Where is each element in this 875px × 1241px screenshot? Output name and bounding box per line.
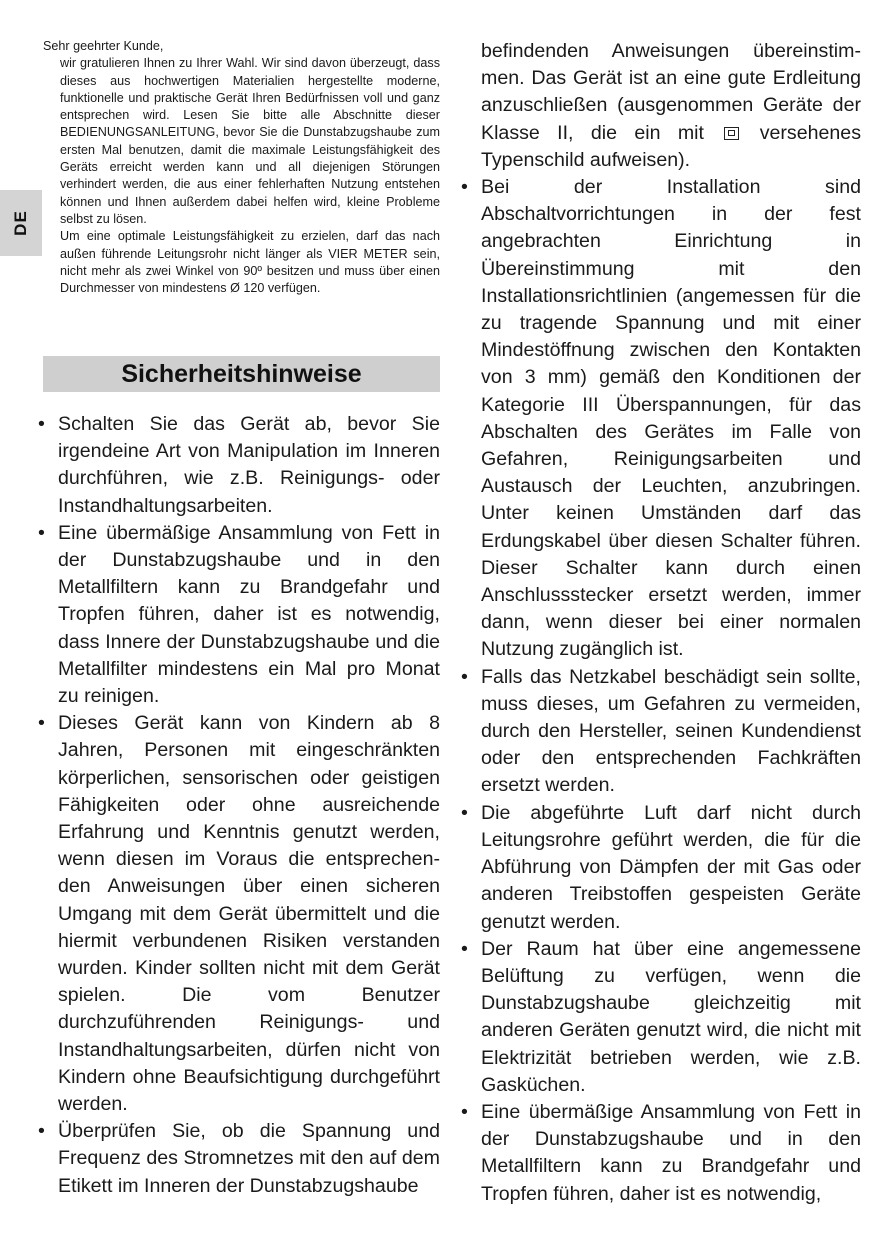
safety-item: • Schalten Sie das Gerät ab, bevor Sie irgendeine Art von Manipulation im Inneren durchführen, wie z.B. Reinigungs- oder Instandhaltungsarbeiten. [36, 411, 440, 520]
safety-item: • Eine übermäßige Ansammlung von Fett in der Dunstabzugshaube und in den Metallfiltern kann zu Brandgefahr und Tropfen führen, daher ist es notwendig, [459, 1099, 861, 1208]
language-tab [0, 190, 42, 256]
continued-item [481, 38, 861, 174]
safety-list-left [36, 411, 440, 1200]
continued-text-end: versehenes Typenschild aufweisen). [481, 121, 861, 171]
section-heading: Sicherheitshinweise [43, 356, 440, 392]
safety-item: • Eine übermäßige Ansammlung von Fett in der Dunstabzugshaube und in den Metallfiltern kann zu Brandgefahr und Tropfen führen, daher ist es notwendig, dass Innere der Dunstabzugshaube und die Metallfilter mindestens ein Mal pro Monat zu reinigen. [36, 520, 440, 710]
safety-item: • Überprüfen Sie, ob die Spannung und Frequenz des Stromnetzes mit den auf dem Etikett im Inneren der Dunstabzugshaube [36, 1118, 440, 1200]
left-column [36, 411, 440, 1200]
continued-text-start: befindenden Anweisungen übereinstim-men. Das Gerät ist an eine gute Erdleitung anzuschließen (ausgenommen Geräte der Klasse II, die ein mit [481, 40, 861, 144]
safety-item: • Der Raum hat über eine angemessene Belüftung zu verfügen, wenn die Dunstabzugshaube gleichzeitig mit anderen Geräten genutzt wird, die nicht mit Elektrizität betrieben werden, wie z.B. Gasküchen. [459, 936, 861, 1099]
class-ii-double-square-icon [724, 127, 739, 140]
safety-item: • Die abgeführte Luft darf nicht durch Leitungsrohre geführt werden, die für die Abführung von Dämpfen der mit Gas oder anderen Treibstoffen gespeisten Geräte genutzt werden. [459, 800, 861, 936]
intro-paragraph: wir gratulieren Ihnen zu Ihrer Wahl. Wir sind davon überzeugt, dass dieses aus hochwertigen Materialien hergestellte moderne, funktionelle und praktische Gerät Ihren Bedürfnissen voll und ganz entsprechen wird. Lesen Sie bitte alle Abschnitte dieser BEDIENUNGSANLEITUNG, bevor Sie die Dunstabzugshaube zum ersten Mal benutzen, damit die maximale Leistungsfähigkeit des Geräts erreicht werden kann und all diejenigen Störungen verhindert werden, die aus einer fehlerhaften Nutzung entstehen können und Ihnen außerdem dabei helfen wird, kleine Probleme selbst zu lösen. [60, 56, 440, 226]
intro-section [43, 38, 440, 297]
safety-list-right [459, 174, 861, 1208]
duct-requirements-paragraph: Um eine optimale Leistungsfähigkeit zu erzielen, darf das nach außen führende Leitungsrohr nicht länger als VIER METER sein, nicht mehr als zwei Winkel von 90º besitzen und muss über einen Durchmesser von mindestens Ø 120 verfügen. [60, 229, 440, 296]
right-column [459, 38, 861, 1208]
safety-item: • Dieses Gerät kann von Kindern ab 8 Jahren, Personen mit eingeschränkten körperlichen, sensorischen oder geistigen Fähigkeiten oder ohne ausreichende Erfahrung und Kenntnis genutzt werden, wenn diesen im Voraus die entsprechen-den Anweisungen über einen sicheren Umgang mit dem Gerät übermittelt und die hiermit verbundenen Risiken verstanden wurden. Kinder sollten nicht mit dem Gerät spielen. Die vom Benutzer durchzuführenden Reinigungs- und Instandhaltungsarbeiten, dürfen nicht von Kindern ohne Beaufsichtigung durchgeführt werden. [36, 710, 440, 1118]
safety-item: • Bei der Installation sind Abschaltvorrichtungen in der fest angebrachten Einrichtung in Übereinstimmung mit den Installationsrichtlinien (angemessen für die zu tragende Spannung und mit einer Mindestöffnung zwischen den Kontakten von 3 mm) gemäß den Konditionen der Kategorie III Überspannungen, für das Abschalten des Gerätes im Falle von Gefahren, Reinigungsarbeiten und Austausch der Leuchten, anzubringen. Unter keinen Umständen darf das Erdungskabel über diesen Schalter führen. Dieser Schalter kann durch einen Anschlussstecker ersetzt werden, immer dann, wenn dieser bei einer normalen Nutzung zugänglich ist. [459, 174, 861, 664]
safety-item: • Falls das Netzkabel beschädigt sein sollte, muss dieses, um Gefahren zu vermeiden, durch den Hersteller, seinen Kundendienst oder den entsprechenden Fachkräften ersetzt werden. [459, 664, 861, 800]
language-tab-label: DE [11, 210, 30, 236]
greeting: Sehr geehrter Kunde, [43, 39, 164, 53]
